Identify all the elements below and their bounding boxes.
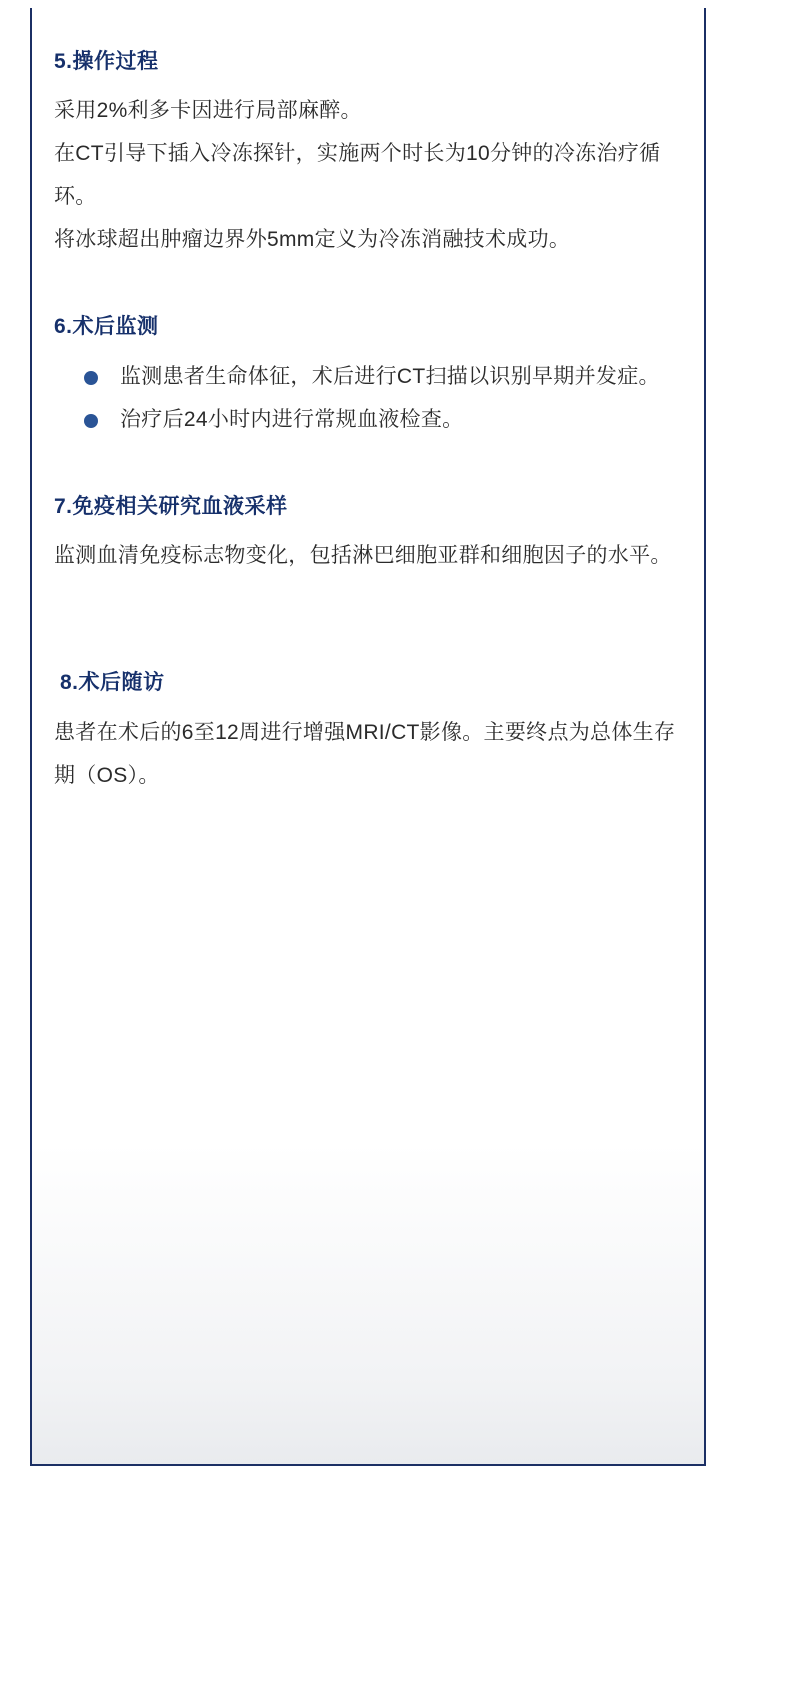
section-postoperative-monitoring-heading: 6.术后监测 (54, 315, 159, 339)
spacer (54, 341, 682, 355)
section-immune-blood-sampling-paragraph-1: 监测血清免疫标志物变化，包括淋巴细胞亚群和细胞因子的水平。 (54, 544, 672, 568)
postoperative-monitoring-list (54, 355, 682, 441)
section-spacer (54, 577, 682, 629)
section-procedure-paragraph-3: 将冰球超出肿瘤边界外5mm定义为冷冻消融技术成功。 (54, 228, 571, 252)
section-followup (54, 669, 682, 796)
spacer (54, 697, 682, 711)
list-item (84, 398, 682, 441)
document-card (30, 8, 706, 1466)
section-spacer-extra (54, 629, 682, 669)
section-procedure-paragraph-2: 在CT引导下插入冷冻探针，实施两个时长为10分钟的冷冻治疗循环。 (54, 142, 661, 209)
section-spacer (54, 261, 682, 313)
top-spacer (54, 8, 682, 48)
bullet-dot-icon (84, 414, 98, 428)
list-item (84, 355, 682, 398)
bullet-dot-icon (84, 371, 98, 385)
section-postoperative-monitoring (54, 313, 682, 440)
section-procedure-heading: 5.操作过程 (54, 50, 159, 73)
list-item-text: 监测患者生命体征，术后进行CT扫描以识别早期并发症。 (120, 364, 660, 388)
section-spacer (54, 441, 682, 493)
section-immune-blood-sampling-heading: 7.免疫相关研究血液采样 (54, 494, 288, 518)
section-procedure (54, 48, 682, 261)
spacer (54, 520, 682, 534)
list-item-text: 治疗后24小时内进行常规血液检查。 (120, 407, 464, 431)
section-followup-paragraph-1: 患者在术后的6至12周进行增强MRI/CT影像。主要终点为总体生存期（OS）。 (54, 720, 676, 787)
document-content (54, 8, 682, 797)
spacer (54, 75, 682, 89)
section-immune-blood-sampling (54, 493, 682, 577)
section-procedure-paragraph-1: 采用2%利多卡因进行局部麻醉。 (54, 99, 362, 123)
section-followup-heading: 8.术后随访 (60, 671, 165, 695)
